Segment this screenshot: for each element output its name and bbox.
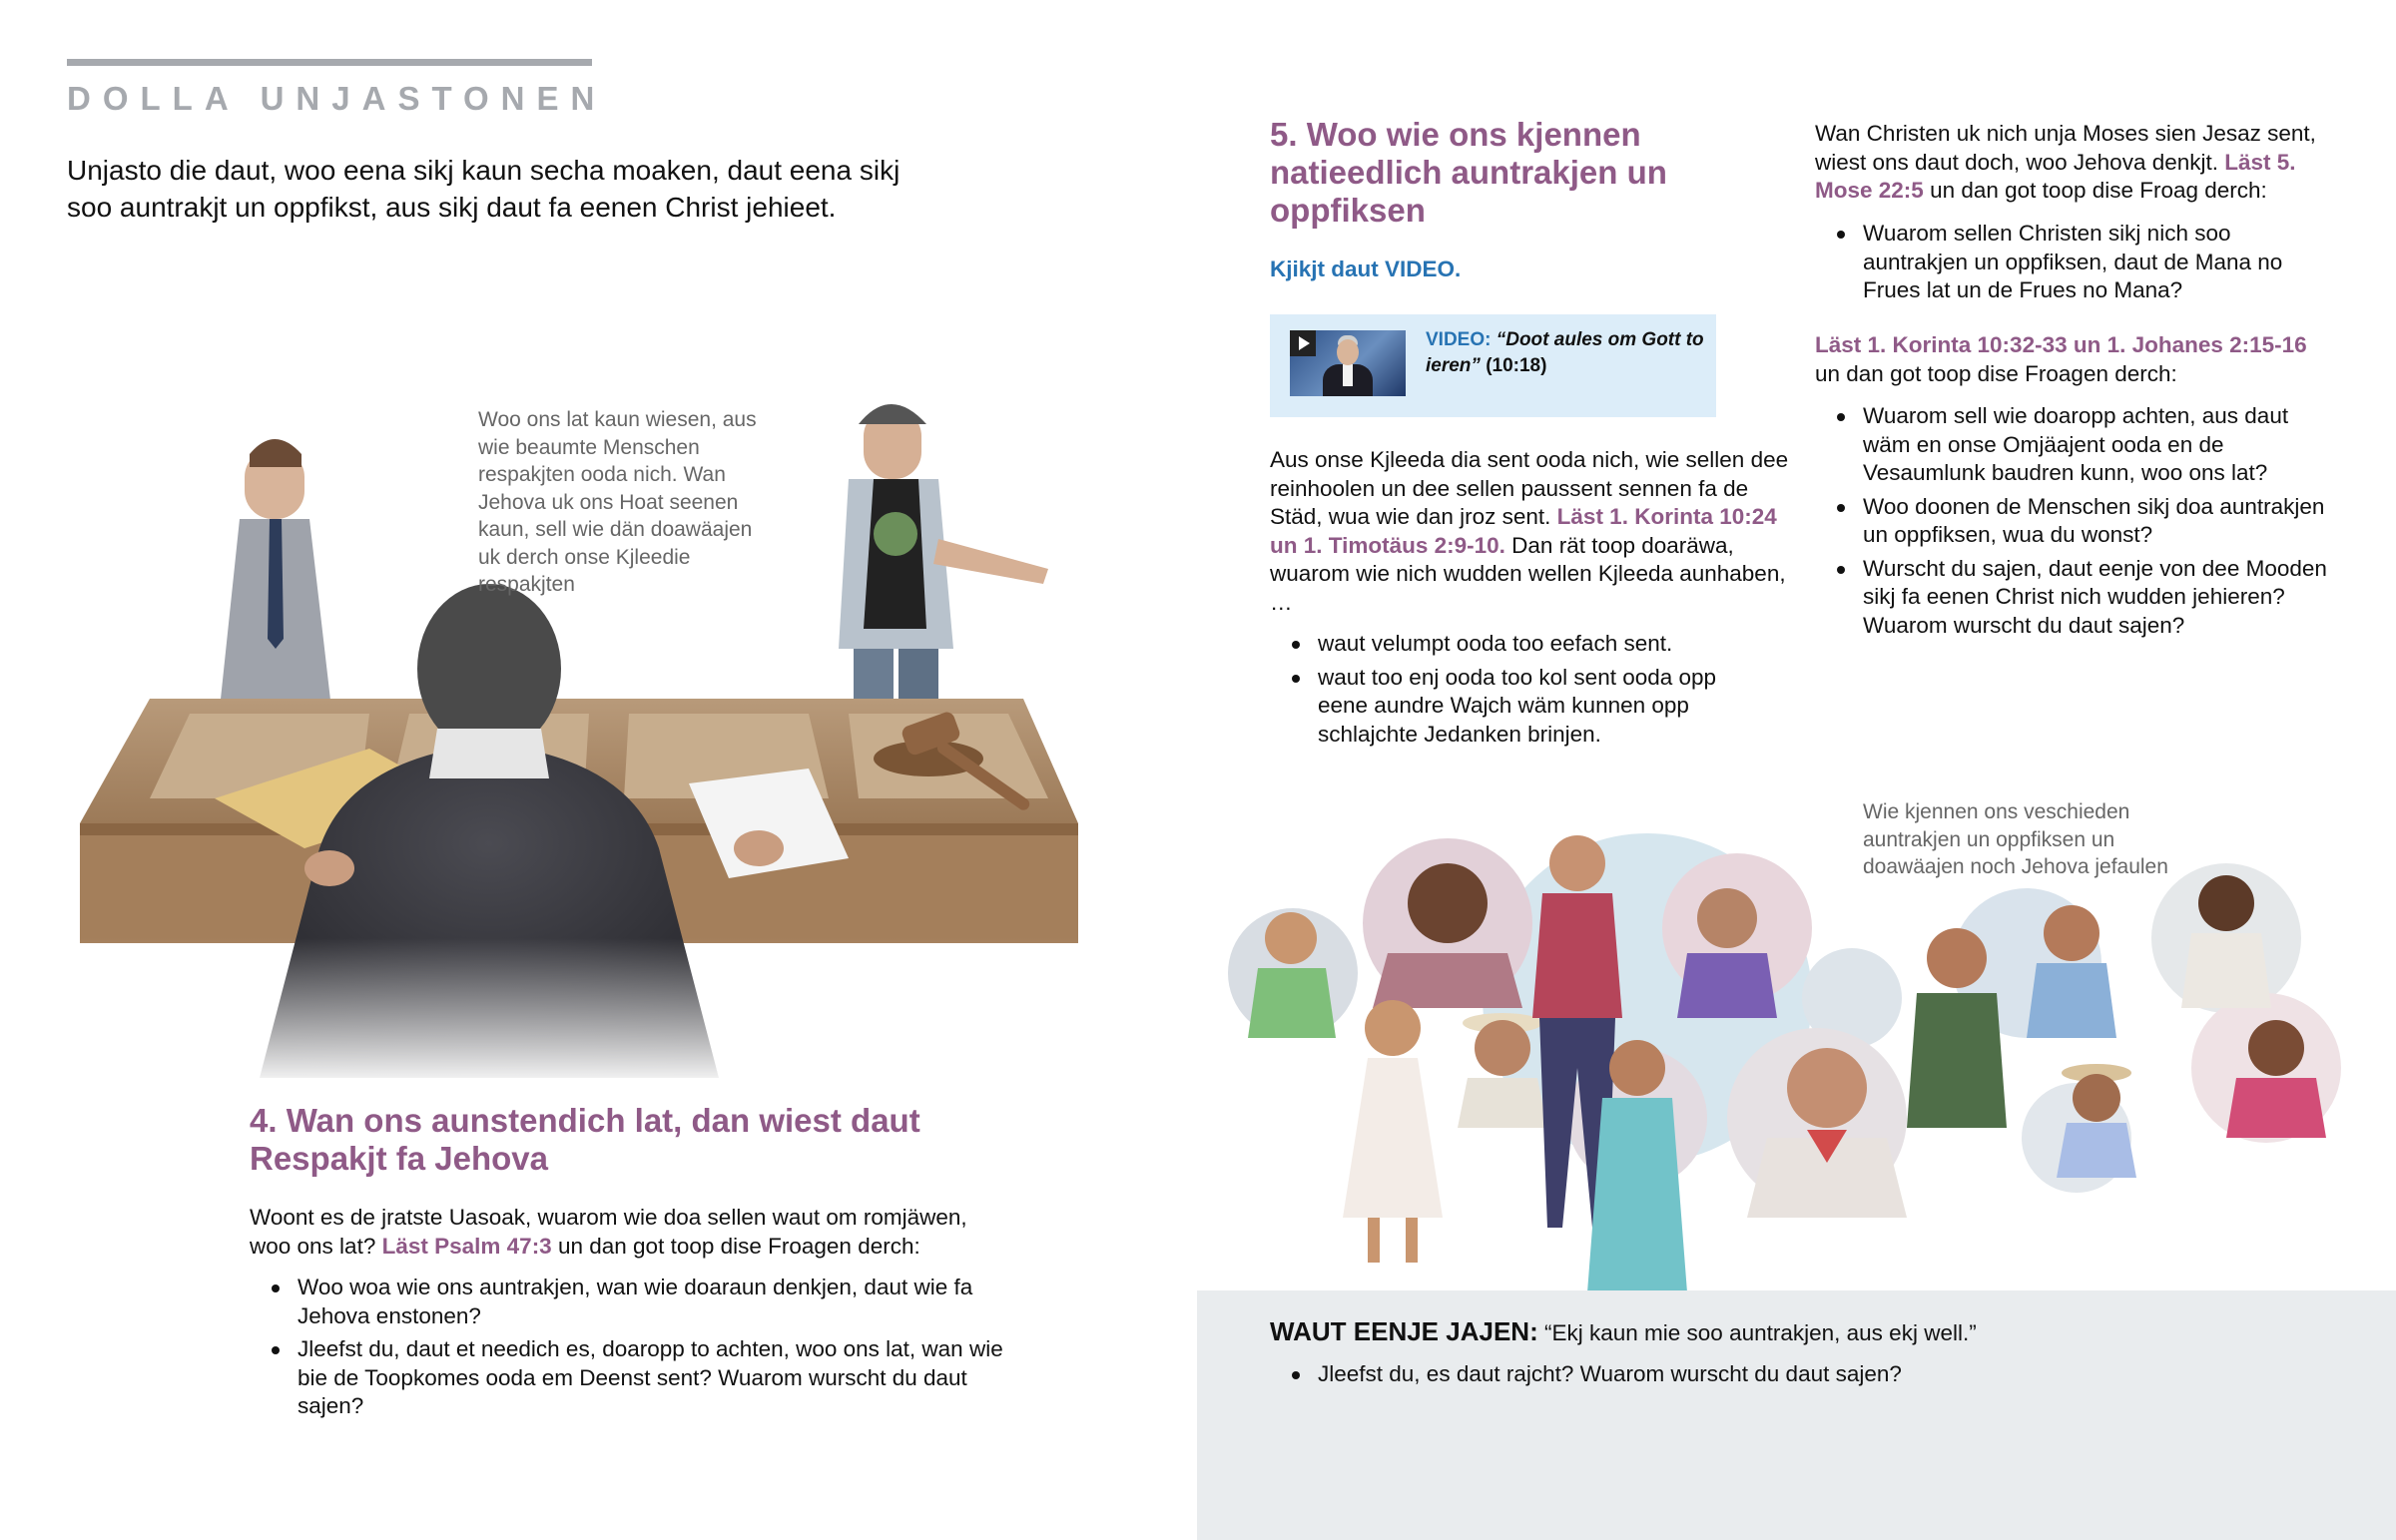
section-4-bullets	[250, 1274, 1008, 1426]
video-card[interactable]	[1270, 314, 1716, 417]
column-b-bullets-2	[1815, 402, 2334, 645]
video-label: VIDEO:	[1426, 329, 1492, 350]
bullet-icon	[1292, 675, 1300, 683]
column-b-paragraph-1: Wan Christen uk nich unja Moses sien Jesaz sent, wiest ons daut doch, woo Jehova denkjt. Läst 5. Mose 22:5 un dan got toop dise Froag derch:	[1815, 121, 2316, 203]
column-b-paragraph-2: Läst 1. Korinta 10:32-33 un 1. Johanes 2:15-16 un dan got toop dise Froagen derch:	[1815, 332, 2307, 386]
video-duration: (10:18)	[1486, 355, 1547, 376]
section-title: DOLLA UNJASTONEN	[67, 80, 607, 117]
column-b-bullets-1	[1815, 220, 2334, 310]
video-caption	[1426, 327, 1705, 379]
list-item: waut velumpt ooda too eefach sent.	[1270, 630, 1769, 659]
bullet-icon	[272, 1284, 280, 1292]
bullet-icon	[1837, 231, 1845, 239]
video-thumbnail[interactable]	[1290, 330, 1406, 396]
play-icon[interactable]	[1290, 330, 1316, 356]
bullet-icon	[1837, 504, 1845, 512]
section-4-paragraph	[250, 1204, 988, 1261]
list-item: waut too enj ooda too kol sent ooda opp eene aundre Wajch wäm kunnen opp schlajchte Jedanken brinjen.	[1270, 664, 1769, 750]
summary-bullets	[1270, 1360, 2168, 1394]
people-caption: Wie kjennen ons veschieden auntrakjen un oppfiksen un doawäajen noch Jehova jefaulen	[1863, 800, 2168, 878]
courtroom-caption: Woo ons lat kaun wiesen, aus wie beaumte Menschen respakjten ooda nich. Wan Jehova uk ons Hoat seenen kaun, sell wie dän doawäajen uk derch onse Kjleedie respakjten	[478, 408, 757, 596]
section-4-heading: 4. Wan ons aunstendich lat, dan wiest daut Respakjt fa Jehova	[250, 1102, 920, 1177]
girl-white-dress	[1343, 1000, 1443, 1263]
list-item: Wuarom sellen Christen sikj nich soo auntrakjen un oppfiksen, daut de Mana no Frues lat un de Frues no Mana?	[1815, 220, 2334, 305]
bullet-icon	[1292, 1371, 1300, 1379]
section-5-heading: 5. Woo wie ons kjennen natieedlich auntrakjen un oppfiksen	[1270, 116, 1667, 229]
section-4-para-tail: un dan got toop dise Froagen derch:	[557, 1233, 920, 1259]
list-item: Wurscht du sajen, daut eenje von dee Mooden sikj fa eenen Christ nich wudden jehieren? Wuarom wurscht du daut sajen?	[1815, 555, 2334, 641]
list-item: Woo doonen de Menschen sikj doa auntrakjen un oppfiksen, wua du wonst?	[1815, 493, 2334, 550]
summary-box	[1197, 1290, 2396, 1540]
list-item: Woo woa wie ons auntrakjen, wan wie doaraun denkjen, daut wie fa Jehova enstonen?	[250, 1274, 1008, 1330]
bullet-icon	[1292, 641, 1300, 649]
scripture-link-korinta-johanes[interactable]: Läst 1. Korinta 10:32-33 un 1. Johanes 2:15-16	[1815, 332, 2307, 357]
section-5-bullets	[1270, 630, 1769, 754]
summary-label: WAUT EENJE JAJEN:	[1270, 1316, 1538, 1346]
list-item: Wuarom sell wie doaropp achten, aus daut wäm en onse Omjäajent ooda en de Vesaumlunk baudren kunn, woo ons lat?	[1815, 402, 2334, 488]
section-4-para-text: Woont es de jratste Uasoak, wuarom wie doa sellen waut om romjäwen, woo ons lat?	[250, 1205, 967, 1259]
people-illustration	[1218, 818, 2366, 1292]
scripture-link-mose[interactable]: Läst 5. Mose 22:5	[1815, 149, 2296, 203]
list-item: Jleefst du, daut et needich es, doaropp to achten, woo ons lat, wan wie bie de Toopkomes ooda em Deenst sent? Wuarom wurscht du daut sajen?	[250, 1335, 1008, 1421]
section-title-bar	[67, 59, 592, 66]
scripture-link-psalm[interactable]: Läst Psalm 47:3	[381, 1233, 552, 1259]
video-title[interactable]: “Doot aules om Gott to ieren”	[1426, 329, 1704, 376]
watch-video-link[interactable]: Kjikjt daut VIDEO.	[1270, 257, 1462, 281]
bullet-icon	[1837, 566, 1845, 574]
bullet-icon	[272, 1346, 280, 1354]
summary-line	[1270, 1316, 1977, 1348]
list-item: Jleefst du, es daut rajcht? Wuarom wurscht du daut sajen?	[1270, 1360, 2168, 1389]
scripture-link-korinta-timotaus[interactable]: Läst 1. Korinta 10:24 un 1. Timotäus 2:9-10.	[1270, 504, 1777, 558]
bullet-icon	[1837, 413, 1845, 421]
intro-text: Unjasto die daut, woo eena sikj kaun secha moaken, daut eena sikj soo auntrakjt un oppfikst, aus sikj daut fa eenen Christ jehieet.	[67, 155, 900, 223]
summary-quote: “Ekj kaun mie soo auntrakjen, aus ekj well.”	[1544, 1320, 1977, 1345]
section-5-paragraph: Aus onse Kjleeda dia sent ooda nich, wie sellen dee reinhoolen un dee sellen paussent sennen fa de Städ, wua wie dan jroz sent. Läst 1. Korinta 10:24 un 1. Timotäus 2:9-10. Dan rät toop doaräwa, wuarom wie nich wudden wellen Kjleeda aunhaben, …	[1270, 447, 1789, 615]
